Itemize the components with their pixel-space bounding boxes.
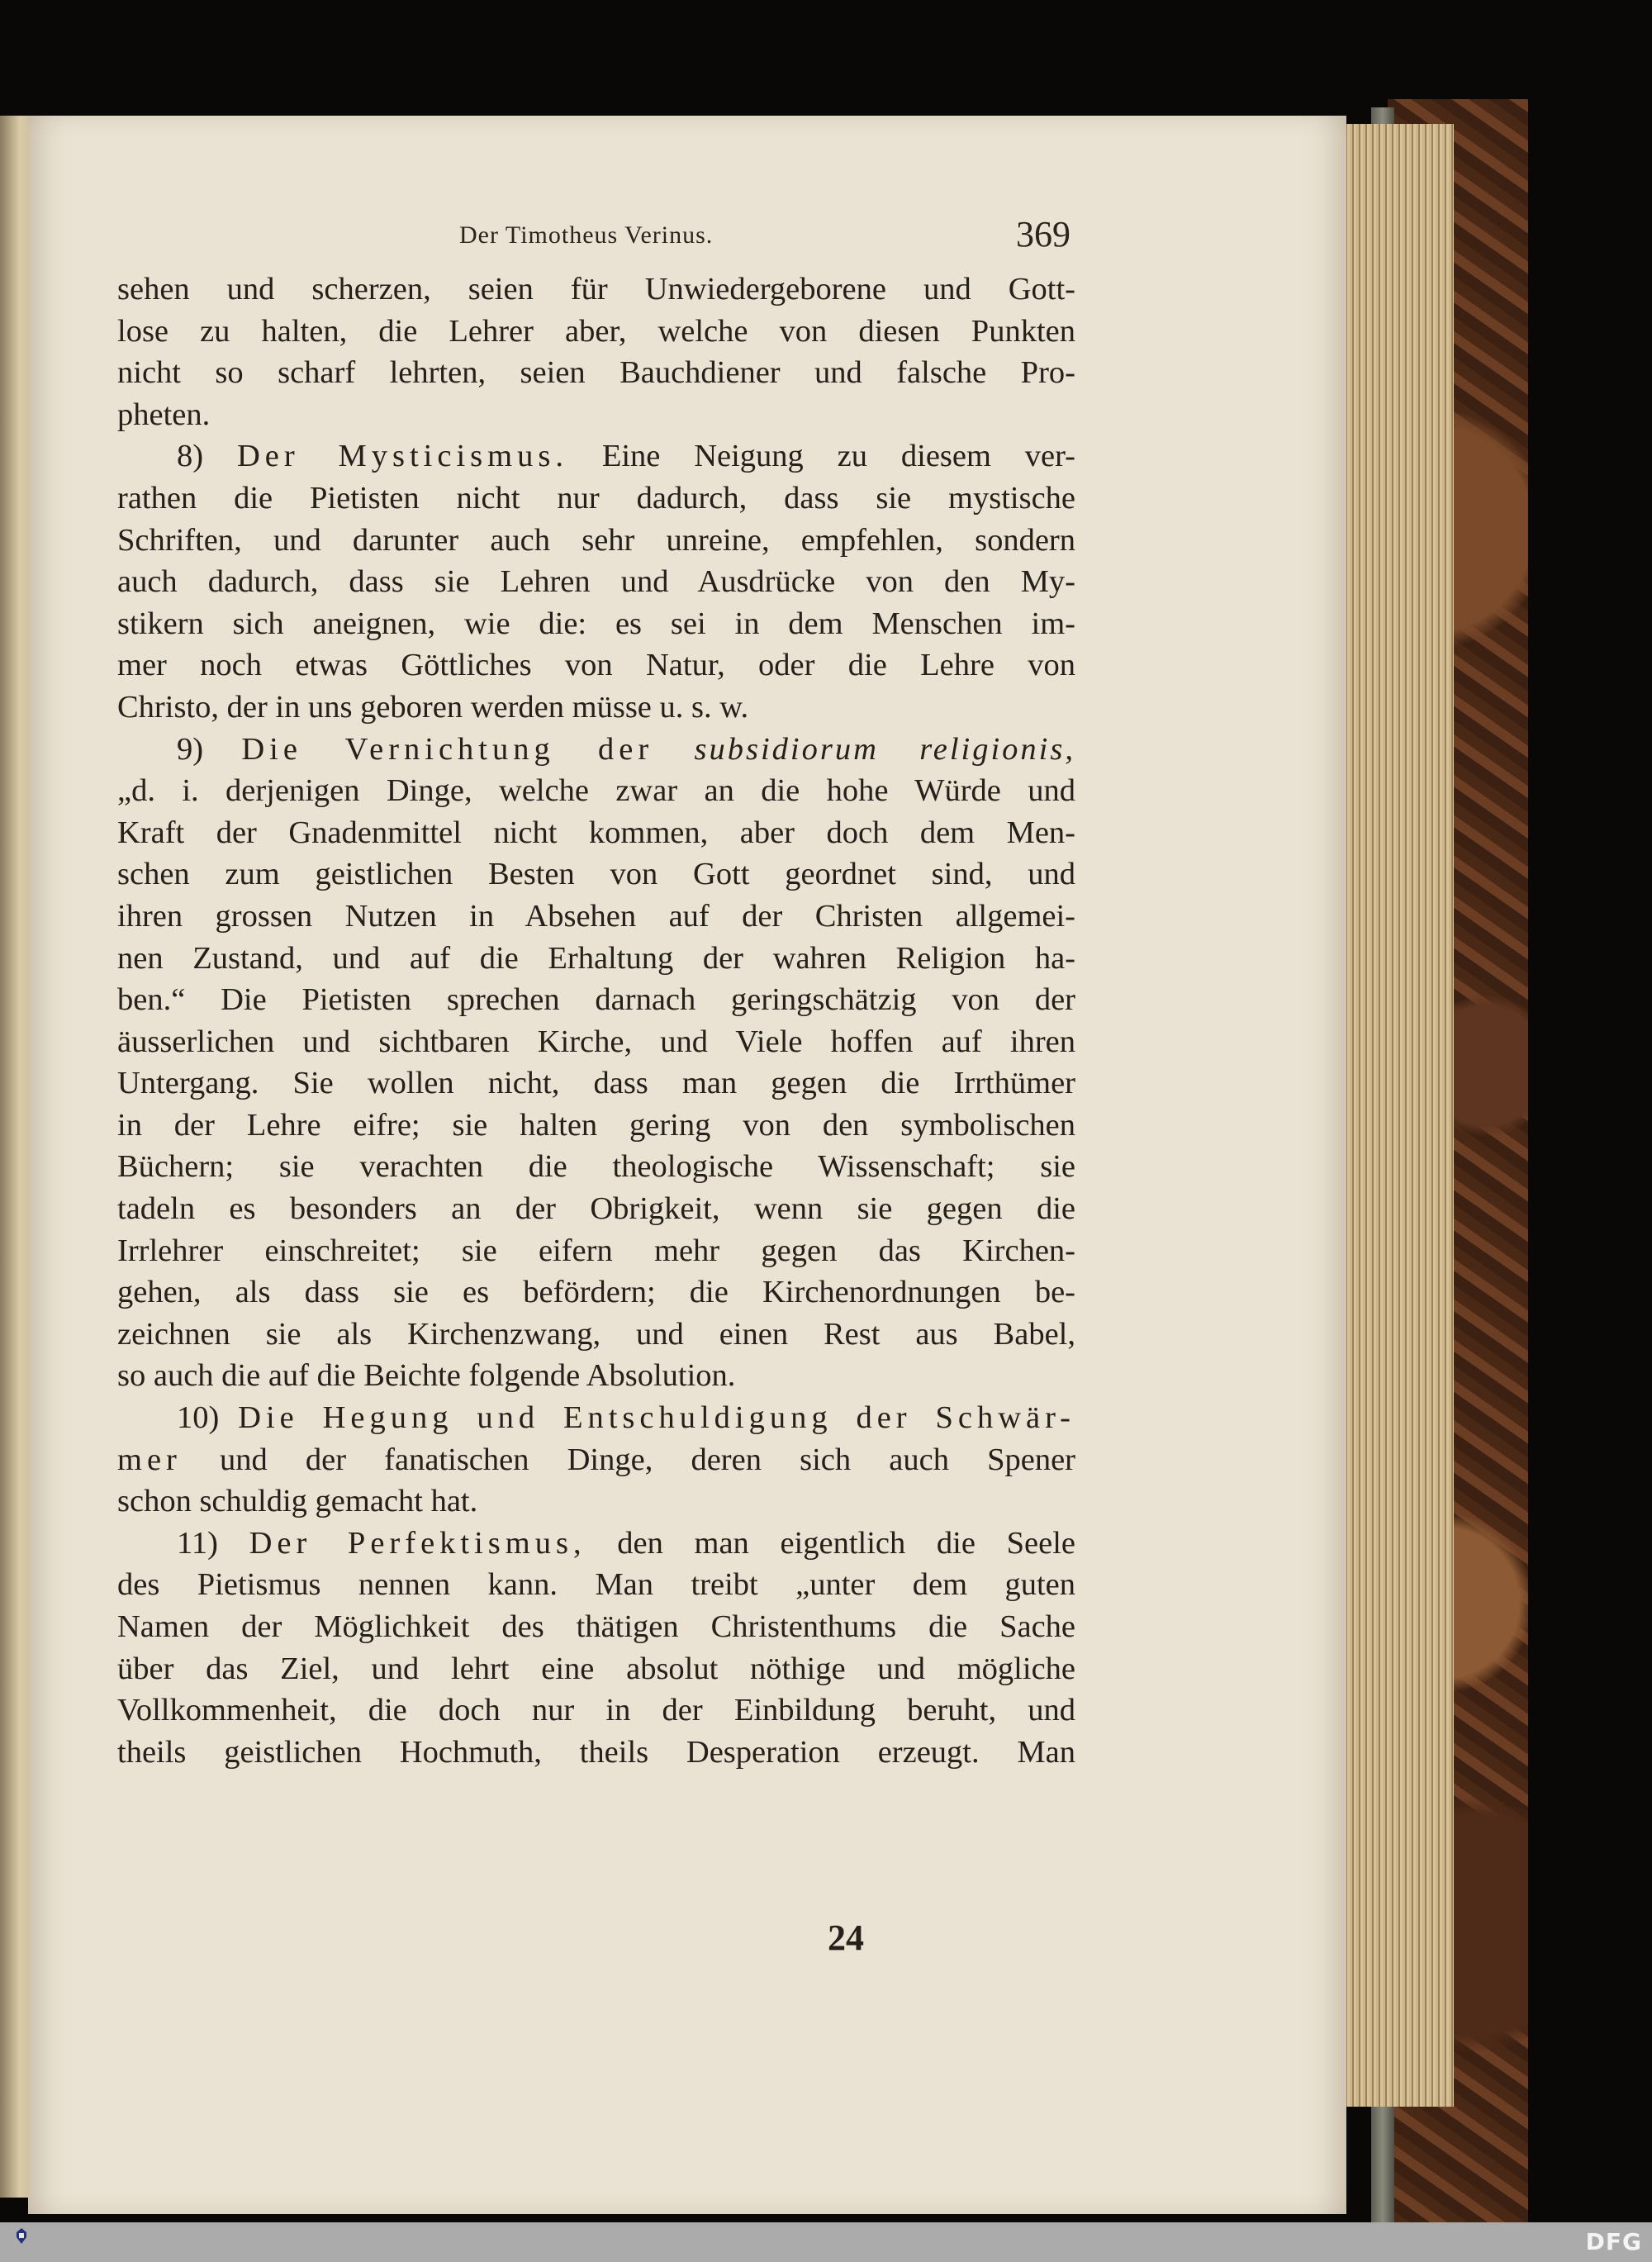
line-text: „d. i. derjenigen Dinge, welche zwar an die hohe Würde und: [117, 773, 1075, 809]
text-line: [117, 1689, 1075, 1732]
item-number: 9): [177, 731, 242, 767]
spaced-heading: Die Vernichtung der: [241, 731, 654, 767]
line-text: rathen die Pietisten nicht nur dadurch, dass sie mystische: [117, 480, 1075, 516]
line-text: Kraft der Gnadenmittel nicht kommen, aber doch dem Men-: [117, 815, 1075, 850]
text-line: [117, 1230, 1075, 1272]
line-text: den man eigentlich die Seele: [586, 1525, 1075, 1561]
text-line: [117, 394, 1075, 436]
spaced-heading: Die Hegung und Entschuldigung der Schwär-: [238, 1400, 1075, 1436]
page-fore-edge: [1330, 124, 1454, 2107]
item-number: 10): [177, 1400, 239, 1436]
line-text: Christo, der in uns geboren werden müsse u. s. w.: [117, 689, 749, 725]
signature-mark: 24: [828, 1917, 864, 1958]
text-line: [117, 729, 1075, 771]
line-text: nicht so scharf lehrten, seien Bauchdiener und falsche Pro-: [117, 355, 1075, 391]
text-line: [117, 352, 1075, 394]
line-text: ihren grossen Nutzen in Absehen auf der Christen allgemei-: [117, 898, 1075, 934]
line-text: äusserlichen und sichtbaren Kirche, und Viele hoffen auf ihren: [117, 1024, 1075, 1059]
footer-bar: [0, 2222, 1652, 2262]
line-text: Irrlehrer einschreitet; sie eifern mehr gegen das Kirchen-: [117, 1233, 1075, 1268]
spaced-heading: Der Perfektismus,: [249, 1525, 586, 1561]
line-text: des Pietismus nennen kann. Man treibt „unter dem guten: [117, 1567, 1075, 1603]
line-text: mer noch etwas Göttliches von Natur, oder die Lehre von: [117, 648, 1075, 683]
line-text: stikern sich aneignen, wie die: es sei in dem Menschen im-: [117, 606, 1075, 641]
text-line: [117, 478, 1075, 520]
line-text: tadeln es besonders an der Obrigkeit, wenn sie gegen die: [117, 1191, 1075, 1227]
text-line: [117, 561, 1075, 603]
running-title: Der Timotheus Verinus.: [459, 221, 714, 249]
line-text: Büchern; sie verachten die theologische Wissenschaft; sie: [117, 1149, 1075, 1185]
text-line: [117, 603, 1075, 645]
line-text: theils geistlichen Hochmuth, theils Desperation erzeugt. Man: [117, 1734, 1075, 1770]
text-line: [117, 268, 1075, 311]
line-text: pheten.: [117, 397, 211, 432]
text-line: [117, 896, 1075, 938]
text-line: [117, 1648, 1075, 1690]
text-line: [117, 1355, 1075, 1397]
text-line: [117, 938, 1075, 980]
text-line: [117, 1105, 1075, 1147]
spaced-heading: Der Mysticismus.: [236, 439, 568, 474]
item-number: 11): [177, 1525, 249, 1561]
text-line: [117, 1021, 1075, 1063]
line-text: schon schuldig gemacht hat.: [117, 1484, 478, 1519]
text-line: [117, 1439, 1075, 1481]
text-line: [117, 687, 1075, 729]
library-logo-icon: [5, 2227, 38, 2257]
dfg-logo: DFG: [1585, 2228, 1642, 2255]
text-line: [117, 644, 1075, 687]
text-line: [117, 1062, 1075, 1105]
body-text: [117, 268, 1075, 1773]
text-line: [117, 520, 1075, 562]
line-text: in der Lehre eifre; sie halten gering von den symbolischen: [117, 1107, 1075, 1143]
line-text: ben.“ Die Pietisten sprechen darnach geringschätzig von der: [117, 982, 1075, 1018]
text-line: [117, 1564, 1075, 1606]
line-text: Namen der Möglichkeit des thätigen Christenthums die Sache: [117, 1609, 1075, 1644]
line-text: Vollkommenheit, die doch nur in der Einbildung beruht, und: [117, 1693, 1075, 1728]
text-line: [117, 1146, 1075, 1188]
line-text: und der fanatischen Dinge, deren sich auch Spener: [181, 1442, 1075, 1477]
text-line: [117, 770, 1075, 812]
text-line: [117, 1188, 1075, 1230]
text-line: [117, 435, 1075, 478]
line-text: schen zum geistlichen Besten von Gott geordnet sind, und: [117, 857, 1075, 892]
line-text: nen Zustand, und auf die Erhaltung der wahren Religion ha-: [117, 940, 1075, 976]
line-text: zeichnen sie als Kirchenzwang, und einen Rest aus Babel,: [117, 1316, 1075, 1352]
line-text: Eine Neigung zu diesem ver-: [567, 439, 1075, 474]
text-line: [117, 1480, 1075, 1523]
text-line: [117, 1523, 1075, 1565]
latin-term: subsidiorum religionis,: [653, 731, 1075, 767]
text-line: [117, 979, 1075, 1021]
line-text: sehen und scherzen, seien für Unwiedergeborene und Gott-: [117, 272, 1075, 307]
line-text: Schriften, und darunter auch sehr unreine, empfehlen, sondern: [117, 522, 1075, 558]
text-line: [117, 1314, 1075, 1356]
text-line: [117, 1271, 1075, 1314]
text-line: [117, 853, 1075, 896]
text-line: [117, 311, 1075, 353]
line-text: über das Ziel, und lehrt eine absolut nöthige und mögliche: [117, 1651, 1075, 1686]
line-text: auch dadurch, dass sie Lehren und Ausdrücke von den My-: [117, 564, 1075, 600]
text-line: [117, 1606, 1075, 1648]
line-text: gehen, als dass sie es befördern; die Kirchenordnungen be-: [117, 1275, 1075, 1310]
text-line: [117, 1732, 1075, 1774]
text-line: [117, 1397, 1075, 1439]
page-number: 369: [1016, 214, 1070, 254]
running-head: [121, 213, 1070, 263]
item-number: 8): [177, 439, 237, 474]
line-text: Untergang. Sie wollen nicht, dass man gegen die Irrthümer: [117, 1066, 1075, 1101]
line-text: lose zu halten, die Lehrer aber, welche von diesen Punkten: [117, 313, 1075, 349]
text-line: [117, 812, 1075, 854]
line-text: so auch die auf die Beichte folgende Absolution.: [117, 1358, 736, 1394]
spaced-text: mer: [117, 1442, 182, 1477]
